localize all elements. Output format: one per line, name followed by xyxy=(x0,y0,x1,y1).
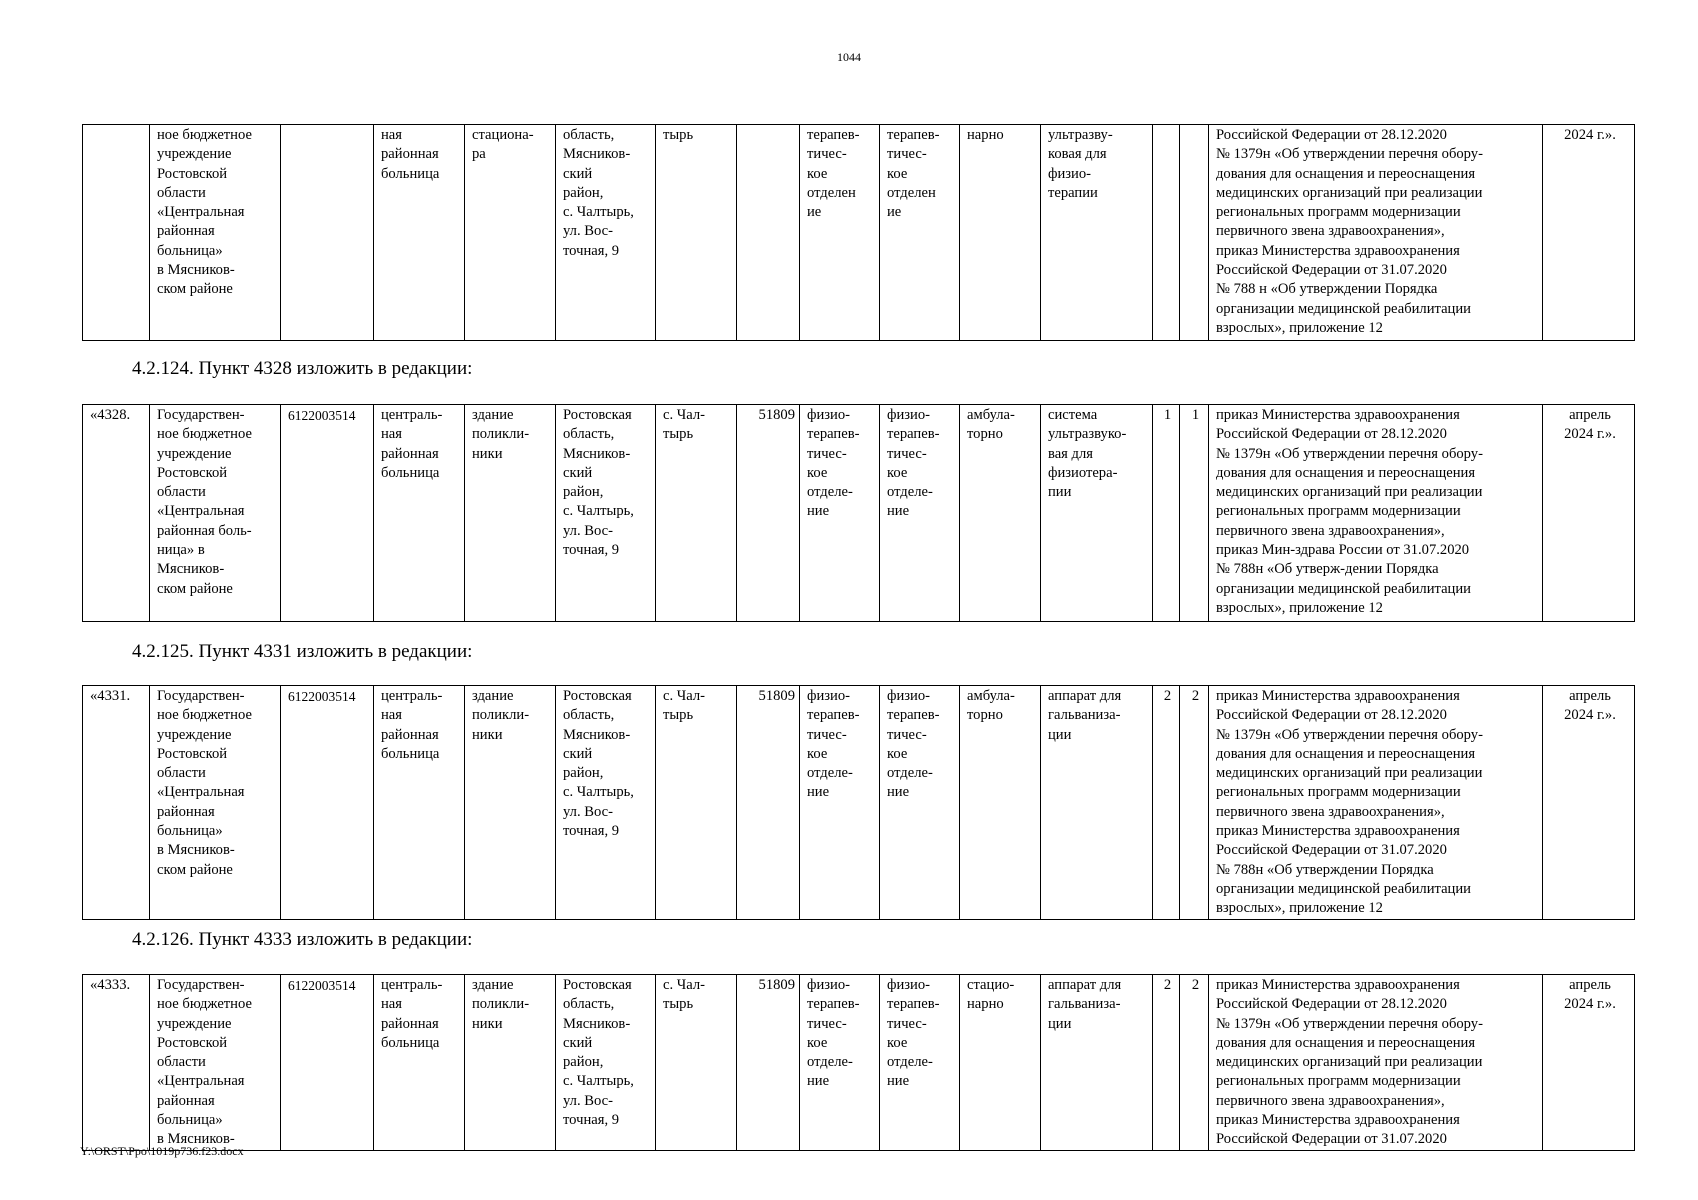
cell-inn xyxy=(281,125,374,341)
cell-equipment: ультразву- ковая для физио- терапии xyxy=(1041,125,1153,341)
cell-facility-type: централь- ная районная больница xyxy=(374,405,465,622)
cell-building: здание поликли- ники xyxy=(465,686,556,920)
cell-equipment: аппарат для гальваниза- ции xyxy=(1041,975,1153,1151)
cell-inn: 6122003514 xyxy=(281,405,374,622)
section-heading: 4.2.125. Пункт 4331 изложить в редакции: xyxy=(132,641,473,662)
cell-quantity-b: 1 xyxy=(1180,405,1209,622)
record-table-4331 xyxy=(82,685,1635,920)
cell-facility-type: централь- ная районная больница xyxy=(374,975,465,1151)
record-table-continued xyxy=(82,124,1635,341)
cell-department: физио- терапев- тичес- кое отделе- ние xyxy=(800,686,880,920)
cell-organization: Государствен- ное бюджетное учреждение Ростовской области «Центральная районная больница» в Мясников- ском районе xyxy=(150,686,281,920)
cell-quantity-a: 2 xyxy=(1153,975,1180,1151)
cell-number: «4333. xyxy=(83,975,150,1151)
cell-number xyxy=(83,125,150,341)
cell-quantity-a: 1 xyxy=(1153,405,1180,622)
cell-code xyxy=(737,125,800,341)
cell-settlement: тырь xyxy=(656,125,737,341)
cell-quantity-b: 2 xyxy=(1180,975,1209,1151)
record-table-4328 xyxy=(82,404,1635,622)
cell-deadline: апрель 2024 г.». xyxy=(1543,405,1635,622)
footer-file-path: Y:\ORST\Ppo\1019p736.f23.docx xyxy=(80,1144,244,1158)
cell-address: область, Мясников- ский район, с. Чалтырь, ул. Вос- точная, 9 xyxy=(556,125,656,341)
table-row xyxy=(83,125,1635,341)
cell-deadline: апрель 2024 г.». xyxy=(1543,975,1635,1151)
cell-equipment: система ультразвуко- вая для физиотера- пии xyxy=(1041,405,1153,622)
cell-inn: 6122003514 xyxy=(281,975,374,1151)
cell-equipment: аппарат для гальваниза- ции xyxy=(1041,686,1153,920)
cell-code: 51809 xyxy=(737,405,800,622)
section-heading: 4.2.124. Пункт 4328 изложить в редакции: xyxy=(132,358,473,379)
cell-care-form: амбула- торно xyxy=(960,405,1041,622)
table-row xyxy=(83,686,1635,920)
cell-address: Ростовская область, Мясников- ский район, с. Чалтырь, ул. Вос- точная, 9 xyxy=(556,975,656,1151)
cell-department: физио- терапев- тичес- кое отделе- ние xyxy=(800,975,880,1151)
cell-facility-type: централь- ная районная больница xyxy=(374,686,465,920)
cell-organization: Государствен- ное бюджетное учреждение Ростовской области «Центральная районная боль- ница» в Мясников- ском районе xyxy=(150,405,281,622)
cell-address: Ростовская область, Мясников- ский район, с. Чалтырь, ул. Вос- точная, 9 xyxy=(556,405,656,622)
cell-department: физио- терапев- тичес- кое отделе- ние xyxy=(800,405,880,622)
cell-department: терапев- тичес- кое отделен ие xyxy=(800,125,880,341)
cell-number: «4331. xyxy=(83,686,150,920)
cell-code: 51809 xyxy=(737,686,800,920)
cell-number: «4328. xyxy=(83,405,150,622)
cell-code: 51809 xyxy=(737,975,800,1151)
section-heading: 4.2.126. Пункт 4333 изложить в редакции: xyxy=(132,929,473,950)
cell-legal-basis: приказ Министерства здравоохранения Российской Федерации от 28.12.2020 № 1379н «Об утверждении перечня обору- дования для оснащения и переоснащения медицинских организаций при реализации региональных программ модернизации первичного звена здравоохранения», приказ Мин-здрава России от 31.07.2020 № 788н «Об утверж-дении Порядка организации медицинской реабилитации взрослых», приложение 12 xyxy=(1209,405,1543,622)
cell-care-form: стацио- нарно xyxy=(960,975,1041,1151)
cell-legal-basis: приказ Министерства здравоохранения Российской Федерации от 28.12.2020 № 1379н «Об утверждении перечня обору- дования для оснащения и переоснащения медицинских организаций при реализации региональных программ модернизации первичного звена здравоохранения», приказ Министерства здравоохранения Российской Федерации от 31.07.2020 № 788н «Об утверждении Порядка организации медицинской реабилитации взрослых», приложение 12 xyxy=(1209,686,1543,920)
cell-building: здание поликли- ники xyxy=(465,975,556,1151)
record-table-4333 xyxy=(82,974,1635,1151)
cell-care-form: амбула- торно xyxy=(960,686,1041,920)
cell-deadline: апрель 2024 г.». xyxy=(1543,686,1635,920)
cell-legal-basis: Российской Федерации от 28.12.2020 № 1379н «Об утверждении перечня обору- дования для оснащения и переоснащения медицинских организаций при реализации региональных программ модернизации первичного звена здравоохранения», приказ Министерства здравоохранения Российской Федерации от 31.07.2020 № 788 н «Об утверждении Порядка организации медицинской реабилитации взрослых», приложение 12 xyxy=(1209,125,1543,341)
cell-settlement: с. Чал- тырь xyxy=(656,975,737,1151)
table-row xyxy=(83,975,1635,1151)
cell-department-profile: физио- терапев- тичес- кое отделе- ние xyxy=(880,405,960,622)
cell-inn: 6122003514 xyxy=(281,686,374,920)
cell-settlement: с. Чал- тырь xyxy=(656,405,737,622)
cell-quantity-b: 2 xyxy=(1180,686,1209,920)
cell-department-profile: физио- терапев- тичес- кое отделе- ние xyxy=(880,975,960,1151)
cell-quantity-b xyxy=(1180,125,1209,341)
cell-address: Ростовская область, Мясников- ский район, с. Чалтырь, ул. Вос- точная, 9 xyxy=(556,686,656,920)
cell-quantity-a xyxy=(1153,125,1180,341)
cell-department-profile: терапев- тичес- кое отделен ие xyxy=(880,125,960,341)
cell-department-profile: физио- терапев- тичес- кое отделе- ние xyxy=(880,686,960,920)
cell-quantity-a: 2 xyxy=(1153,686,1180,920)
cell-building: стациона- ра xyxy=(465,125,556,341)
cell-settlement: с. Чал- тырь xyxy=(656,686,737,920)
cell-facility-type: ная районная больница xyxy=(374,125,465,341)
cell-organization: ное бюджетное учреждение Ростовской области «Центральная районная больница» в Мясников- ском районе xyxy=(150,125,281,341)
cell-care-form: нарно xyxy=(960,125,1041,341)
cell-legal-basis: приказ Министерства здравоохранения Российской Федерации от 28.12.2020 № 1379н «Об утверждении перечня обору- дования для оснащения и переоснащения медицинских организаций при реализации региональных программ модернизации первичного звена здравоохранения», приказ Министерства здравоохранения Российской Федерации от 31.07.2020 xyxy=(1209,975,1543,1151)
table-row xyxy=(83,405,1635,622)
cell-building: здание поликли- ники xyxy=(465,405,556,622)
page-number: 1044 xyxy=(837,50,861,64)
cell-organization: Государствен- ное бюджетное учреждение Ростовской области «Центральная районная больница» в Мясников- xyxy=(150,975,281,1151)
cell-deadline: 2024 г.». xyxy=(1543,125,1635,341)
